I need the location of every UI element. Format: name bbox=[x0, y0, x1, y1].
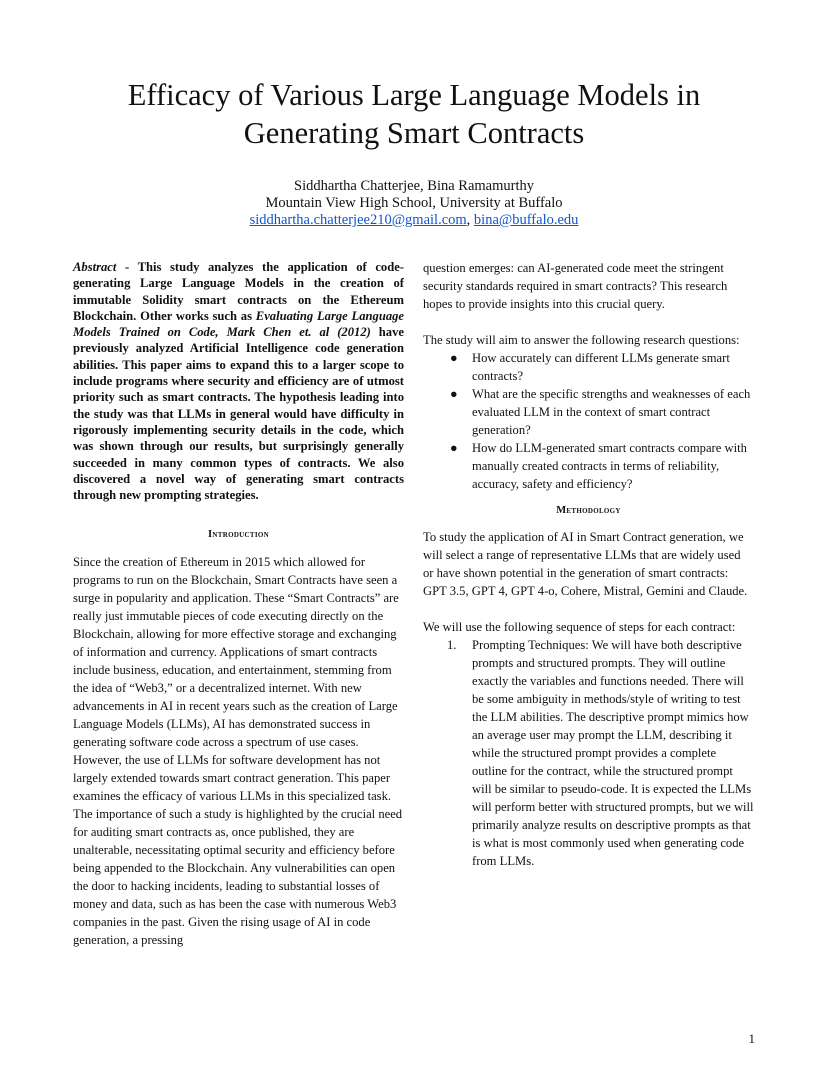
introduction-text: Since the creation of Ethereum in 2015 which allowed for programs to run on the Blockchain, Smart Contracts have seen a surge in popularity and application. These “Smart Contracts” are really just immutable pieces of code executing directly on the Blockchain, allowing for more effective storage and exchanging of information and currency. Applications of smart contracts include business, education, and entertainment, stemming from the idea of “Web3,” or a decentralized internet. With new advancements in AI in recent years such as the creation of Large Language Models (LLMs), AI has demonstrated success in generating software code across a spectrum of use cases. However, the use of LLMs for software development has not largely extended towards smart contract generation. This paper examines the efficacy of various LLMs in this specialized task. The importance of such a study is highlighted by the crucial need for auditing smart contracts as, once published, they are unalterable, necessitating optimal security and efficiency before being appended to the Blockchain. Any vulnerabilities can open the door to hacking incidents, leading to substantial losses of money and data, such as has been the case with numerous Web3 companies in the past. Given the rising usage of AI in code generation, a pressing bbox=[73, 555, 403, 948]
author-emails bbox=[60, 212, 768, 229]
email-link-1[interactable]: siddhartha.chatterjee210@gmail.com bbox=[249, 212, 467, 228]
abstract bbox=[73, 259, 404, 503]
introduction-heading: Introduction bbox=[208, 529, 269, 541]
paper-title: Efficacy of Various Large Language Models in Generating Smart Contracts bbox=[127, 78, 701, 150]
email-separator: , bbox=[466, 212, 474, 228]
methodology-para-2: We will use the following sequence of steps for each contract: bbox=[423, 620, 736, 634]
step-number: 1. bbox=[447, 638, 457, 652]
list-item: ● What are the specific strengths and weaknesses of each evaluated LLM in the context of smart contract generation? bbox=[450, 387, 751, 437]
right-column bbox=[423, 259, 754, 870]
methodology-heading: Methodology bbox=[556, 505, 621, 516]
author-names: Siddhartha Chatterjee, Bina Ramamurthy bbox=[294, 178, 534, 194]
list-item bbox=[423, 636, 754, 870]
email-link-2[interactable]: bina@buffalo.edu bbox=[473, 212, 579, 228]
left-column bbox=[73, 259, 404, 949]
abstract-label: Abstract bbox=[73, 260, 117, 274]
abstract-text-2: have previously analyzed Artificial Intelligence code generation abilities. This paper aims to expand this to a larger scope to include programs where security and efficiency are of utmost priority such as smart contracts. The hypothesis leading into the study was that LLMs in general would have difficulty in rigorously implementing security details in the code, which was shown through our results, but surprisingly generally succeeded in many common types of contracts. We also discovered a novel way of generating smart contracts through new prompting strategies. bbox=[73, 325, 404, 503]
introduction-continued: question emerges: can AI-generated code meet the stringent security standards required in smart contracts? This research hopes to provide insights into this crucial query. bbox=[423, 261, 728, 311]
research-questions-list bbox=[423, 349, 754, 493]
methodology-para-1: To study the application of AI in Smart Contract generation, we will select a range of representative LLMs that are widely used or have shown potential in the generation of smart contracts: GPT 3.5, GPT 4, GPT 4-o, Cohere, Mistral, Gemini and Claude. bbox=[423, 530, 748, 598]
research-questions-intro: The study will aim to answer the following research questions: bbox=[423, 333, 740, 347]
page-number: 1 bbox=[748, 1031, 755, 1046]
list-item: ● How accurately can different LLMs generate smart contracts? bbox=[450, 351, 730, 383]
author-block bbox=[60, 178, 768, 229]
abstract-citation: Evaluating Large Language Models Trained on Code, Mark Chen et. al (2012) bbox=[73, 308, 405, 340]
abstract-text-1: - This study analyzes the application of code-generating Large Language Models in the creation of immutable Solidity smart contracts on the Ethereum Blockchain. Other works such as bbox=[73, 260, 404, 323]
step-text: Prompting Techniques: We will have both descriptive prompts and structured prompts. They will outline exactly the variables and functions needed. There will be some ambiguity in methods/style of writing to test the LLM abilities. The descriptive prompt mimics how an average user may prompt the LLM, describing it while the structured prompt provides a complete outline for the contract, while the structured prompt will be similar to pseudo-code. It is expected the LLMs will perform better with structured prompts, but we will primarily analyze results on descriptive prompts as that is what is most commonly used when generating code from LLMs. bbox=[472, 638, 754, 868]
bullet-icon: ● bbox=[450, 387, 458, 401]
list-item: ● How do LLM-generated smart contracts compare with manually created contracts in terms of reliability, accuracy, safety and efficiency? bbox=[450, 441, 747, 491]
methodology-steps bbox=[423, 636, 754, 870]
bullet-icon: ● bbox=[450, 441, 458, 455]
author-affiliations: Mountain View High School, University at Buffalo bbox=[265, 195, 563, 211]
bullet-icon: ● bbox=[450, 351, 458, 365]
